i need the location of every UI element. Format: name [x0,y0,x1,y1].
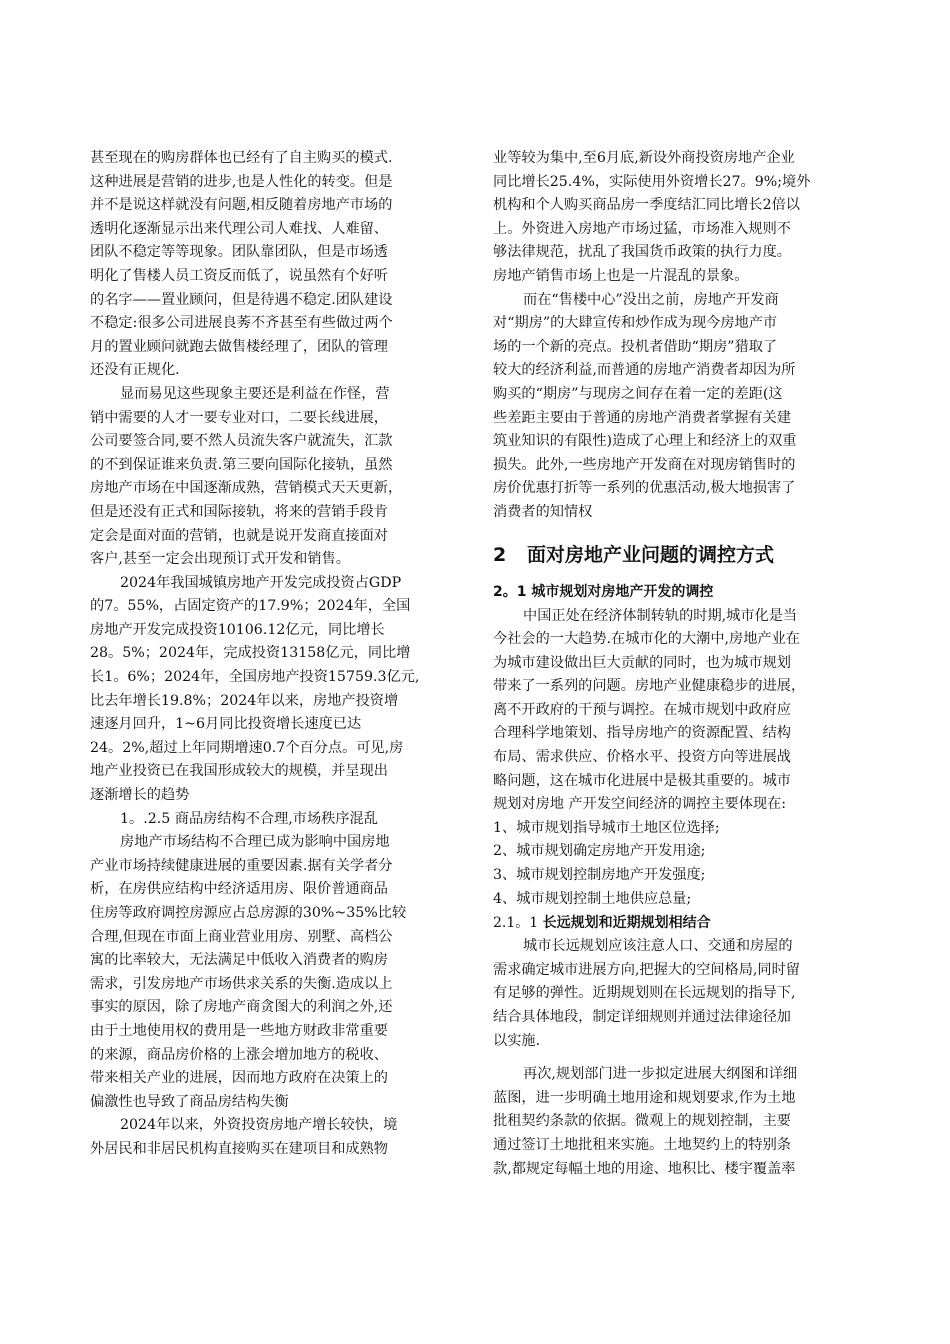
text-line: 由于土地使用权的费用是一些地方财政非常重要 [90,1022,388,1039]
text-line: 2024年我国城镇房地产开发完成投资占GDP [120,574,402,591]
paragraph-left-1 [90,147,465,383]
subsubsection-text: 长远规划和近期规划相结合 [542,915,711,932]
text-line: 住房等政府调控房源应占总房源的30%~35%比较 [90,905,407,921]
text-line: 的名字——置业顾问，但是待遇不稳定.团队建设 [90,291,393,308]
text-line: 24。2%,超过上年同期增速0.7个百分点。可见,房 [90,739,404,756]
text-line: 为城市建设做出巨大贡献的同时，也为城市规划 [493,654,791,671]
text-line: 较大的经济利益,而普通的房地产消费者却因为所 [493,362,796,379]
text-line: 布局、需求供应、价格水平、投资方向等进展战 [493,749,791,766]
text-line: 批租契约条款的依据。微观上的规划控制，主要 [493,1113,791,1130]
text-line: 公司要签合同,要不然人员流失客户就流失，汇款 [90,433,393,450]
text-line: 的7。55%，占固定资产的17.9%；2024年，全国 [90,598,411,615]
text-line: 的来源，商品房价格的上涨会增加地方的税收、 [90,1046,388,1063]
text-line: 这种进展是营销的进步,也是人性化的转变。但是 [90,173,393,190]
text-line: 销中需要的人才一要专业对口，二要长线进展， [90,409,388,426]
list-item: 4、城市规划控制土地供应总量; [493,890,692,907]
text-line: 房地产市场结构不合理已成为影响中国房地 [120,834,390,851]
section-heading-text: 面对房地产业问题的调控方式 [527,543,775,566]
paragraph-left-4 [90,831,465,1114]
text-line: 带来了一系列的问题。房地产业健康稳步的进展， [493,678,806,695]
text-line: 再次,规划部门进一步拟定进展大纲图和详细 [523,1066,798,1083]
text-line: 寓的比率较大，无法满足中低收入消费者的购房 [90,952,388,969]
text-line: 城市长远规划应该注意人口、交通和房屋的 [523,938,793,955]
text-line: 析，在房供应结构中经济适用房、限价普通商品 [90,881,388,898]
text-line: 逐渐增长的趋势 [90,787,190,804]
text-line: 28。5%；2024年，完成投资13158亿元，同比增 [90,645,411,662]
paragraph-spacer [493,1053,861,1063]
paragraph-right-1 [493,147,861,289]
text-line: 够法律规范，扰乱了我国货币政策的执行力度。 [493,244,791,261]
right-column [493,147,861,1181]
text-line: 规划对房地 产开发空间经济的调控主要体现在: [493,796,787,813]
text-line: 业等较为集中,至6月底,新设外商投资房地产企业 [493,150,795,166]
text-line: 房地产开发完成投资10106.12亿元，同比增长 [90,621,385,638]
text-line: 需求，引发房地产市场供求关系的失衡.造成以上 [90,975,393,992]
text-line: 带来相关产业的进展，因而地方政府在决策上的 [90,1070,388,1087]
text-line: 房地产销售市场上也是一片混乱的景象。 [493,267,749,284]
text-line: 外居民和非居民机构直接购买在建项目和成熟物 [90,1140,388,1157]
text-line: 地产业投资已在我国形成较大的规模，并呈现出 [90,763,388,780]
text-line: 透明化逐渐显示出来代理公司人难找、人难留、 [90,220,388,237]
text-line: 通过签订土地批租来实施。土地契约上的特别条 [493,1136,791,1153]
text-line: 明化了售楼人员工资反而低了，说虽然有个好听 [90,267,388,284]
text-line: 显而易见这些现象主要还是利益在作怪，营 [120,385,390,402]
list-item: 3、城市规划控制房地产开发强度; [493,867,706,884]
paragraph-left-5 [90,1114,465,1161]
section-heading-2 [493,537,861,573]
text-line: 中国正处在经济体制转轨的时期,城市化是当 [523,607,798,624]
text-line: 以实施. [493,1032,541,1049]
text-line: 同比增长25.4%，实际使用外资增长27。9%;境外 [493,173,811,190]
text-line: 款,都规定每幅土地的用途、地积比、楼宇覆盖率 [493,1160,796,1177]
paragraph-right-4 [493,935,861,1053]
text-line: 消费者的知情权 [493,503,593,520]
text-line: 蓝图，进一步明确土地用途和规划要求,作为土地 [493,1089,796,1106]
text-line: 上。外资进入房地产市场过猛，市场准入规则不 [493,220,791,237]
text-line: 产业市场持续健康进展的重要因素.据有关学者分 [90,857,393,874]
text-line: 些差距主要由于普通的房地产消费者掌握有关建 [493,409,791,426]
text-line: 团队不稳定等等现象。团队靠团队，但是市场透 [90,244,388,261]
text-line: 长1。6%；2024年，全国房地产投资15759.3亿元, [90,669,420,686]
paragraph-left-2 [90,383,465,572]
text-line: 合理科学地策划、指导房地产的资源配置、结构 [493,725,791,742]
text-line: 对“期房”的大肆宣传和炒作成为现今房地产市 [493,315,778,332]
text-line: 场的一个新的亮点。投机者借助“期房”猎取了 [493,338,778,355]
paragraph-right-2 [493,289,861,525]
text-line: 定会是面对面的营销，也就是说开发商直接面对 [90,527,388,544]
text-line: 合理,但现在市面上商业营业用房、别墅、高档公 [90,928,393,945]
text-line: 房价优惠打折等一系列的优惠活动,极大地损害了 [493,480,796,497]
text-line: 月的置业顾问就跑去做售楼经理了，团队的管理 [90,338,388,355]
paragraph-left-3 [90,572,465,808]
section-subheading: 1。.2.5 商品房结构不合理,市场秩序混乱 [120,810,378,827]
text-line: 速逐月回升，1~6月同比投资增长速度已达 [90,716,362,733]
text-line: 结合具体地段，制定详细规则并通过法律途径加 [493,1009,791,1025]
list-item: 2、城市规划确定房地产开发用途; [493,843,706,860]
text-line: 2024年以来，外资投资房地产增长较快，境 [120,1117,398,1134]
text-line: 的不到保证谁来负责.第三要向国际化接轨，虽然 [90,456,393,473]
text-line: 客户,甚至一定会出现预订式开发和销售。 [90,551,350,568]
list-item: 1、城市规划指导城市土地区位选择; [493,819,720,836]
text-line: 今社会的一大趋势.在城市化的大潮中,房地产业在 [493,631,800,648]
section-heading-number: 2 [493,543,507,566]
text-line: 不稳定:很多公司进展良莠不齐甚至有些做过两个 [90,315,393,332]
text-line: 机构和个人购买商品房一季度结汇同比增长2倍以 [493,197,800,214]
text-line: 还没有正规化. [90,362,180,379]
text-line: 离不开政府的干预与调控。在城市规划中政府应 [493,701,791,718]
text-line: 房地产市场在中国逐渐成熟，营销模式天天更新， [90,480,403,497]
text-line: 并不是说这样就没有问题,相反随着房地产市场的 [90,197,393,214]
text-line: 比去年增长19.8%；2024年以来，房地产投资增 [90,692,399,709]
text-line: 事实的原因，除了房地产商贪图大的利润之外,还 [90,999,393,1016]
paragraph-right-3 [493,605,861,817]
text-line: 损失。此外,一些房地产开发商在对现房销售时的 [493,456,796,473]
left-column [90,147,465,1162]
numbered-list [493,817,861,911]
paragraph-right-5 [493,1063,861,1181]
text-line: 略问题，这在城市化进展中是极其重要的。城市 [493,772,791,789]
text-line: 而在“售楼中心”没出之前，房地产开发商 [523,291,779,308]
text-line: 偏激性也导致了商品房结构失衡 [90,1093,289,1110]
text-line: 有足够的弹性。近期规划则在长远规划的指导下, [493,985,796,1002]
text-line: 需求确定城市进展方向,把握大的空间格局,同时留 [493,961,800,978]
subsection-heading: 2。1 城市规划对房地产开发的调控 [493,583,714,600]
text-line: 购买的“期房”与现房之间存在着一定的差距(这 [493,385,783,402]
text-line: 甚至现在的购房群体也已经有了自主购买的模式. [90,150,393,166]
text-line: 但是还没有正式和国际接轨，将来的营销手段肯 [90,503,388,520]
subsubsection-heading [493,911,861,935]
text-line: 筑业知识的有限性)造成了心理上和经济上的双重 [493,433,797,450]
subsubsection-number: 2.1。1 [493,915,539,932]
